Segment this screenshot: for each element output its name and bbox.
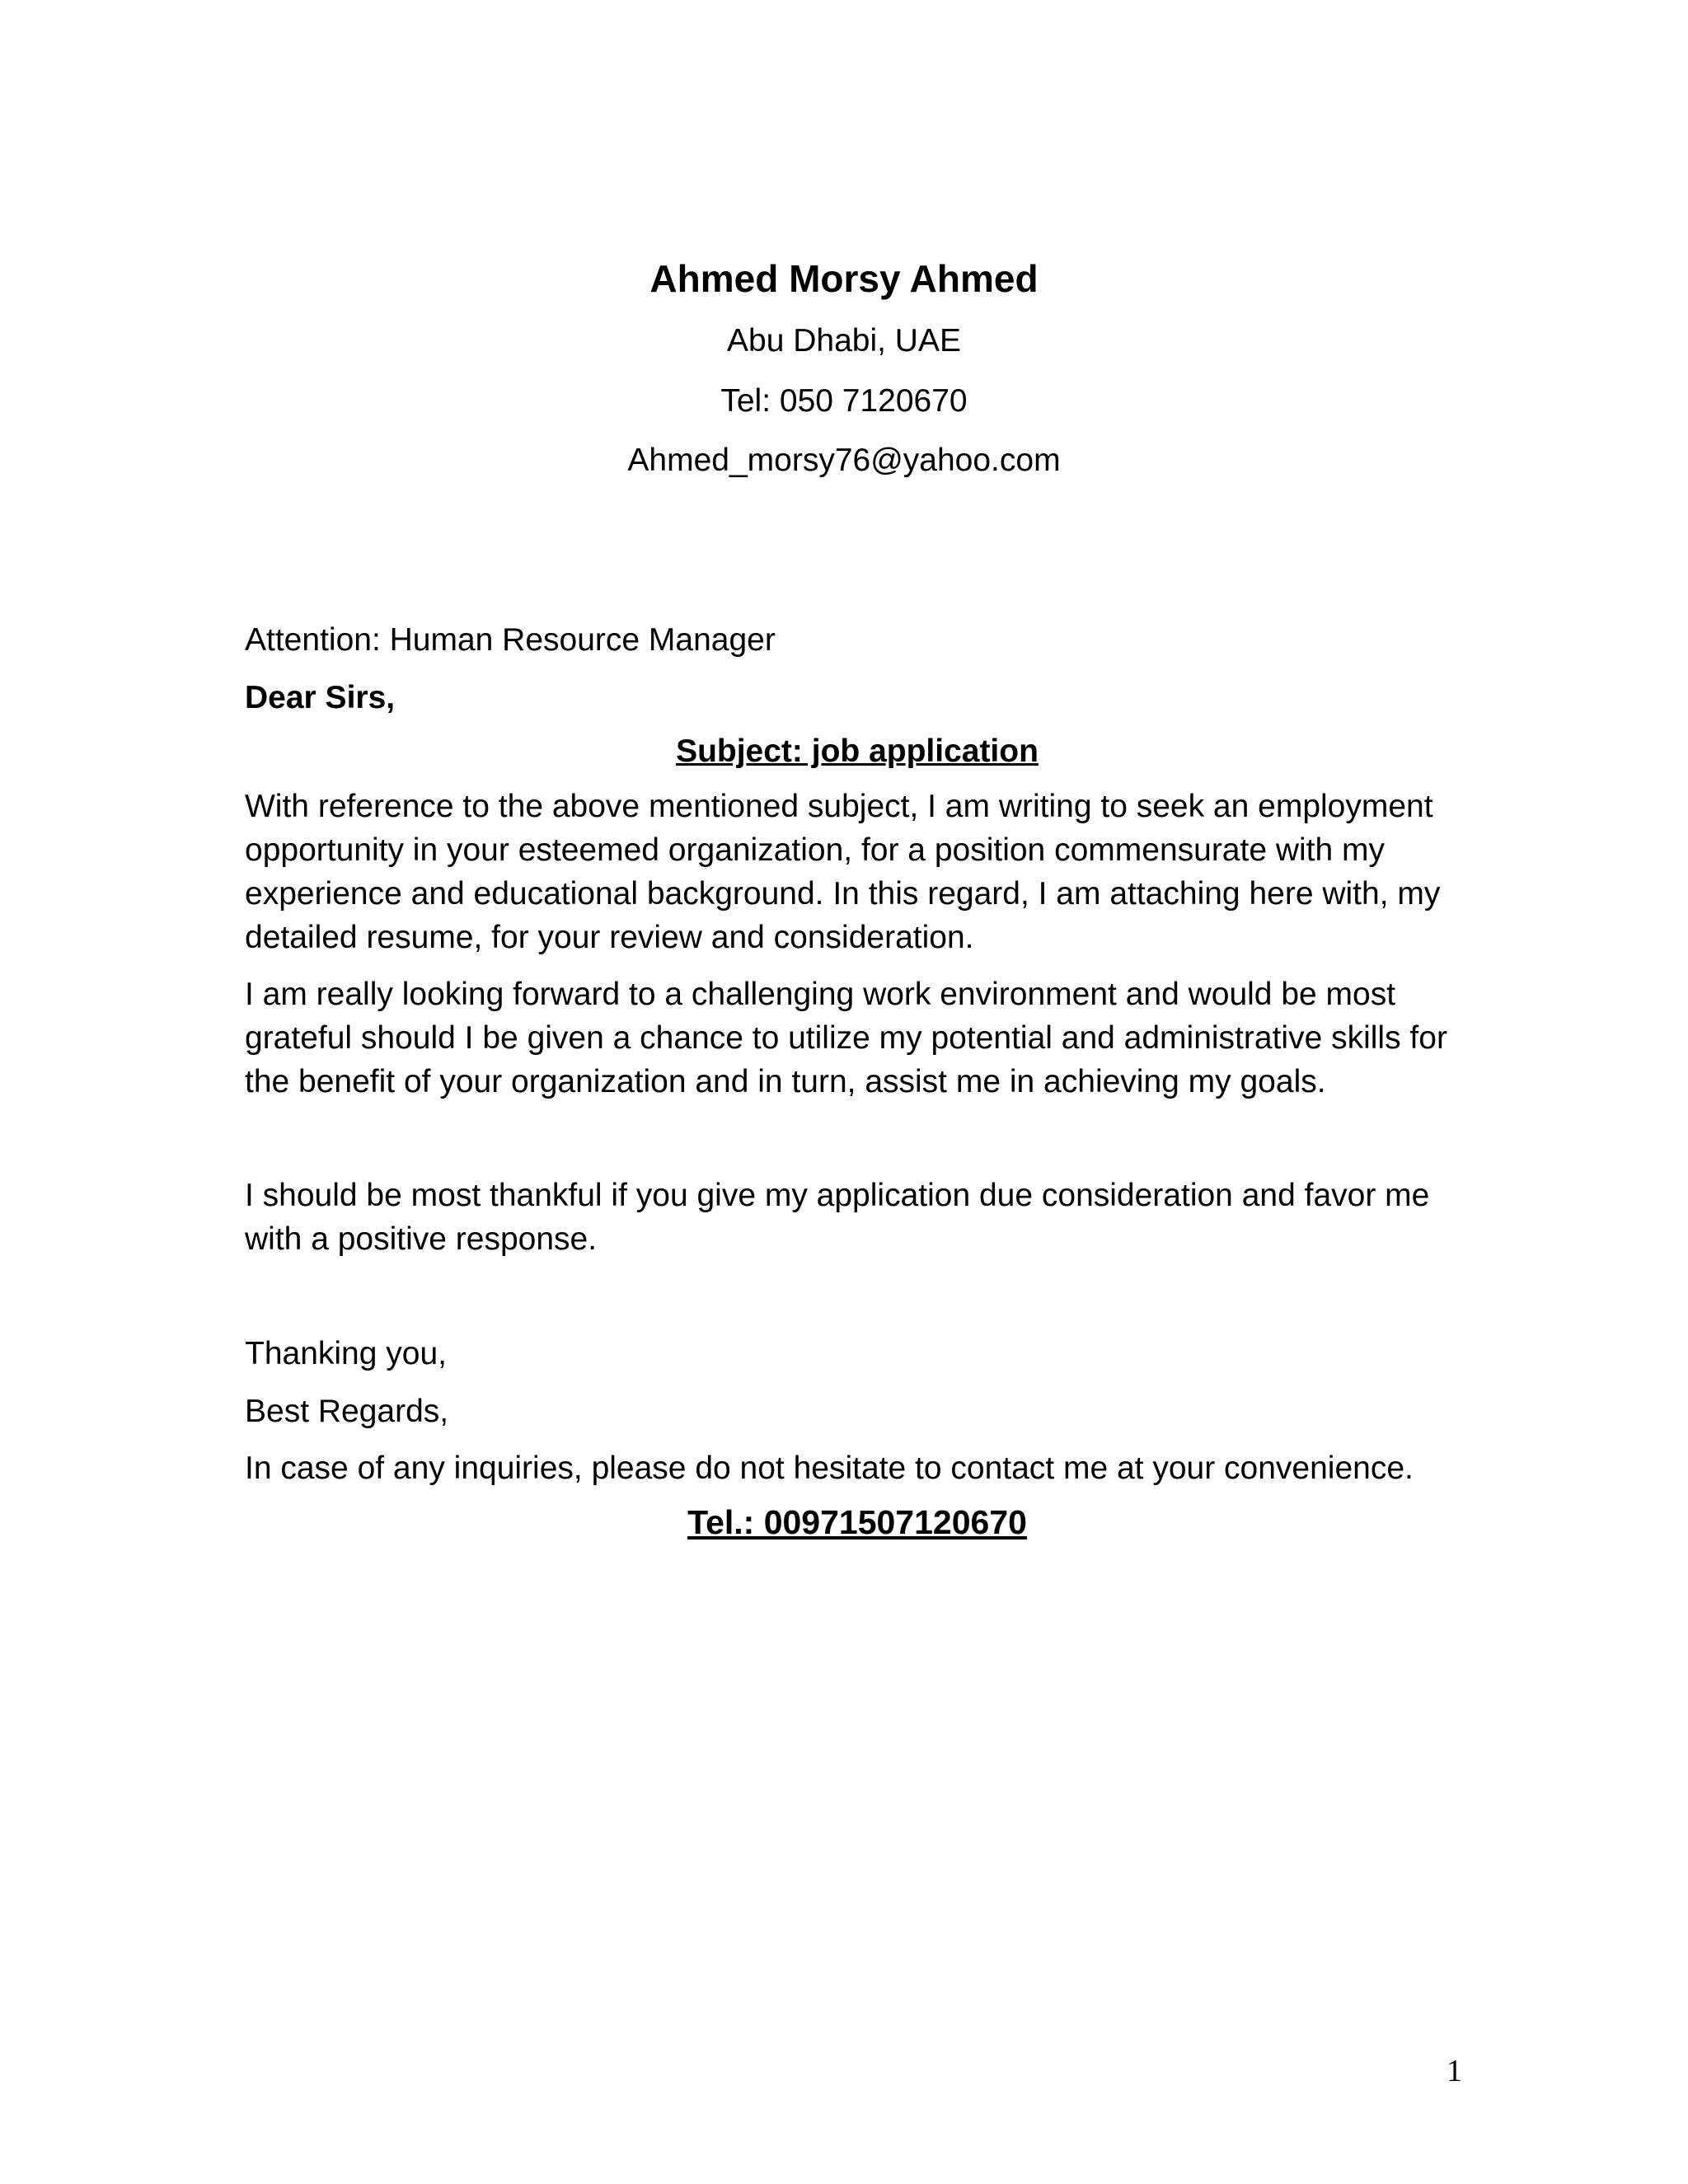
paragraph-goals: I am really looking forward to a challenging work environment and would be most grateful should I be given a chance to utilize my potential and administrative skills for the benefit of your organization and in turn, assist me in achieving my goals. [245, 977, 1447, 1099]
contact-telephone: Tel.: 00971507120670 [687, 1503, 1027, 1541]
applicant-email: Ahmed_morsy76@yahoo.com [627, 443, 1061, 478]
subject-line: Subject: job application [676, 733, 1039, 769]
page-number: 1 [1447, 2054, 1462, 2088]
salutation: Dear Sirs, [245, 680, 396, 715]
inquiry-line: In case of any inquiries, please do not hesitate to contact me at your convenience. [245, 1451, 1414, 1486]
applicant-location: Abu Dhabi, UAE [727, 323, 961, 359]
applicant-name: Ahmed Morsy Ahmed [649, 257, 1039, 300]
attention-line: Attention: Human Resource Manager [245, 622, 776, 658]
paragraph-reference: With reference to the above mentioned subject, I am writing to seek an employment opportunity in your esteemed organization, for a position commensurate with my experience and educational background. In this regard, I am attaching here with, my detailed resume, for your review and consideration. [245, 789, 1441, 955]
applicant-telephone: Tel: 050 7120670 [720, 383, 968, 419]
closing-regards: Best Regards, [245, 1394, 449, 1429]
closing-thanks: Thanking you, [245, 1336, 447, 1371]
paragraph-request: I should be most thankful if you give my application due consideration and favor me with a positive response. [245, 1178, 1430, 1257]
